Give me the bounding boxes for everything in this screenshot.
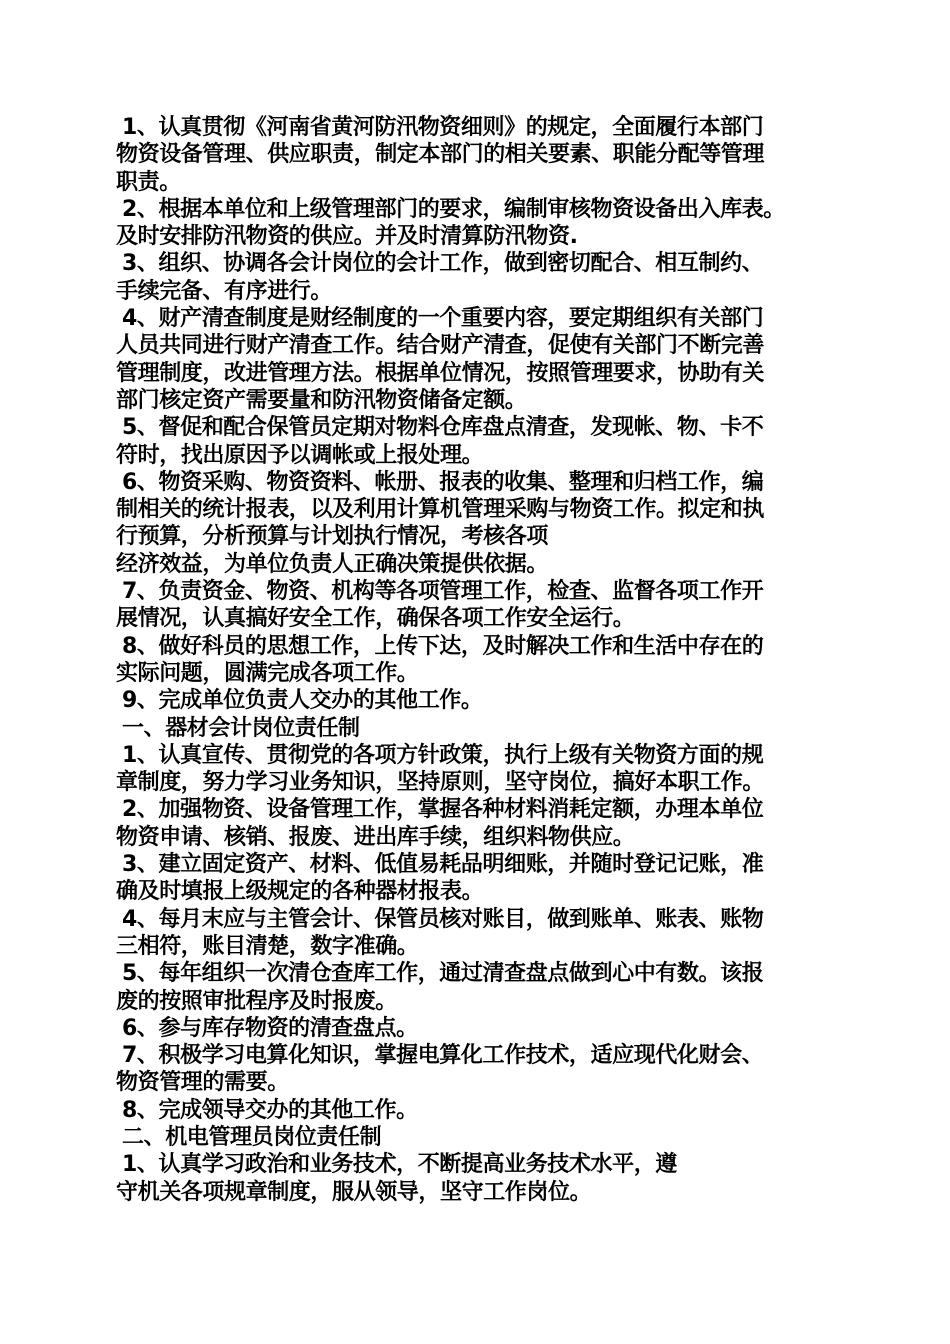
text-line: 5、每年组织一次清仓查库工作，通过清查盘点做到心中有数。该报 xyxy=(122,961,764,987)
text-line: 6、参与库存物资的清查盘点。 xyxy=(122,1015,418,1041)
text-line: 3、组织、协调各会计岗位的会计工作，做到密切配合、相互制约、 xyxy=(122,251,764,277)
text-line: 8、完成领导交办的其他工作。 xyxy=(122,1097,418,1123)
text-line: 2、根据本单位和上级管理部门的要求，编制审核物资设备出入库表。 xyxy=(122,196,785,222)
text-line: 确及时填报上级规定的各种器材报表。 xyxy=(116,879,484,905)
text-line: 部门核定资产需要量和防汛物资储备定额。 xyxy=(116,387,527,413)
text-line: 章制度，努力学习业务知识，坚持原则，坚守岗位，搞好本职工作。 xyxy=(116,770,765,796)
text-line: 制相关的统计报表，以及利用计算机管理采购与物资工作。拟定和执 xyxy=(116,497,765,523)
document-body xyxy=(116,114,838,1206)
text-line: 符时，找出原因予以调帐或上报处理。 xyxy=(116,442,484,468)
text-line: 经济效益，为单位负责人正确决策提供依据。 xyxy=(116,551,549,577)
text-line: 守机关各项规章制度，服从领导，坚守工作岗位。 xyxy=(116,1179,592,1205)
text-line: 三相符，账目清楚，数字准确。 xyxy=(116,933,419,959)
text-line: 9、完成单位负责人交办的其他工作。 xyxy=(122,688,483,714)
text-line: 手续完备、有序进行。 xyxy=(116,278,333,304)
section-heading: 二、机电管理员岗位责任制 xyxy=(122,1124,382,1150)
text-line: 废的按照审批程序及时报废。 xyxy=(116,988,397,1014)
text-line: 5、督促和配合保管员定期对物料仓库盘点清查，发现帐、物、卡不 xyxy=(122,415,764,441)
text-line: 物资设备管理、供应职责，制定本部门的相关要素、职能分配等管理 xyxy=(116,142,765,168)
text-line: 7、负责资金、物资、机构等各项管理工作，检查、监督各项工作开 xyxy=(122,579,764,605)
text-line: 7、积极学习电算化知识，掌握电算化工作技术，适应现代化财会、 xyxy=(122,1043,764,1069)
text-line: 展情况，认真搞好安全工作，确保各项工作安全运行。 xyxy=(116,606,635,632)
text-line: 4、财产清查制度是财经制度的一个重要内容，要定期组织有关部门 xyxy=(122,306,764,332)
text-line: 物资申请、核销、报废、进出库手续，组织料物供应。 xyxy=(116,824,635,850)
text-line: 职责。 xyxy=(116,169,181,195)
text-line: 6、物资采购、物资资料、帐册、报表的收集、整理和归档工作，编 xyxy=(122,469,764,495)
text-line: 管理制度，改进管理方法。根据单位情况，按照管理要求，协助有关 xyxy=(116,360,765,386)
text-line: 人员共同进行财产清查工作。结合财产清查，促使有关部门不断完善 xyxy=(116,333,765,359)
text-line: 4、每月末应与主管会计、保管员核对账目，做到账单、账表、账物 xyxy=(122,906,764,932)
text-line: 2、加强物资、设备管理工作，掌握各种材料消耗定额，办理本单位 xyxy=(122,797,764,823)
text-line: 及时安排防汛物资的供应。并及时清算防汛物资. xyxy=(116,224,578,250)
text-line: 实际问题，圆满完成各项工作。 xyxy=(116,660,419,686)
text-line: 1、认真贯彻《河南省黄河防汛物资细则》的规定，全面履行本部门 xyxy=(122,115,764,140)
text-line: 3、建立固定资产、材料、低值易耗品明细账，并随时登记记账，准 xyxy=(122,852,764,878)
text-line: 1、认真学习政治和业务技术，不断提高业务技术水平，遵 xyxy=(122,1152,677,1178)
text-line: 8、做好科员的思想工作，上传下达，及时解决工作和生活中存在的 xyxy=(122,633,764,659)
text-line: 行预算，分析预算与计划执行情况，考核各项 xyxy=(116,524,549,550)
text-line: 物资管理的需要。 xyxy=(116,1070,289,1096)
text-line: 1、认真宣传、贯彻党的各项方针政策，执行上级有关物资方面的规 xyxy=(122,742,764,768)
section-heading: 一、器材会计岗位责任制 xyxy=(122,715,360,741)
